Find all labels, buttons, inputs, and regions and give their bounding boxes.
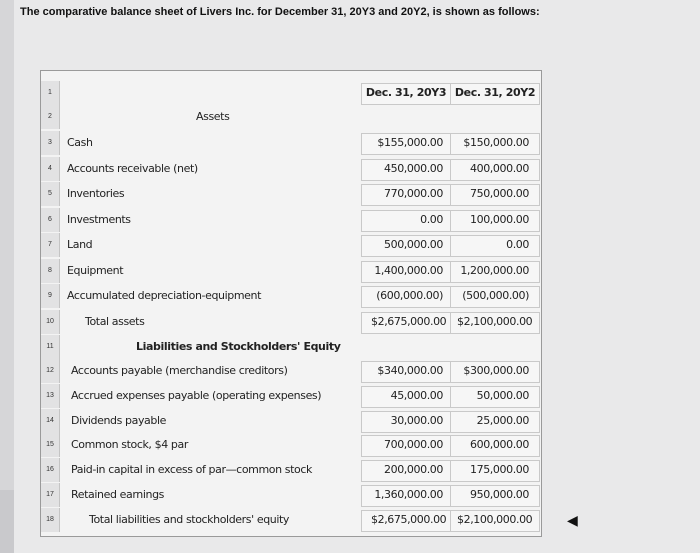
table-row: [41, 508, 541, 532]
row-label: Paid-in capital in excess of par—common stock: [71, 463, 312, 477]
left-edge-strip-bottom: [0, 490, 14, 553]
value-y2: $300,000.00: [463, 364, 529, 377]
value-y3: $2,675,000.00: [371, 512, 447, 526]
value-y3: 770,000.00: [384, 187, 443, 200]
row-label: Land: [67, 238, 93, 251]
row-label: Accrued expenses payable (operating expenses): [71, 388, 322, 402]
value-y3: $340,000.00: [377, 364, 443, 377]
table-row: [41, 483, 541, 507]
row-label: Accumulated depreciation-equipment: [67, 289, 262, 302]
liabilities-heading-row: [41, 335, 541, 359]
row-number: 13: [41, 384, 60, 408]
value-y3: 200,000.00: [384, 463, 443, 477]
question-text: The comparative balance sheet of Livers Inc. for December 31, 20Y3 and 20Y2, is shown as follows:: [20, 6, 540, 18]
value-y3: (600,000.00): [376, 289, 443, 302]
value-y2: $150,000.00: [463, 136, 529, 149]
row-number: 2: [41, 105, 60, 129]
row-number: 8: [41, 259, 60, 283]
row-number: 16: [41, 458, 60, 482]
liabilities-heading: Liabilities and Stockholders' Equity: [136, 340, 341, 353]
value-y3: 30,000.00: [390, 413, 443, 427]
value-y2: 175,000.00: [470, 463, 529, 477]
row-label: Accounts receivable (net): [67, 161, 198, 175]
table-row: [41, 384, 541, 408]
mouse-cursor-icon: ◀: [567, 512, 578, 528]
table-row: [41, 182, 541, 206]
header-row: [41, 81, 541, 105]
row-label: Inventories: [67, 187, 125, 200]
value-y3: $2,675,000.00: [371, 314, 447, 328]
column-header-y3: Dec. 31, 20Y3: [365, 86, 447, 99]
row-number: 1: [41, 81, 60, 105]
row-label: Equipment: [67, 263, 124, 277]
value-y3: 700,000.00: [384, 438, 443, 452]
table-row: [41, 233, 541, 257]
value-y2: 1,200,000.00: [460, 263, 529, 277]
row-label: Common stock, $4 par: [71, 438, 188, 452]
row-label: Total liabilities and stockholders' equity: [89, 512, 290, 526]
row-label: Dividends payable: [71, 413, 167, 427]
balance-sheet-table: [40, 70, 542, 537]
table-row: [41, 208, 541, 232]
table-row: [41, 284, 541, 308]
value-y3: $155,000.00: [377, 136, 443, 149]
row-number: 9: [41, 284, 60, 308]
value-y3: 45,000.00: [390, 388, 443, 402]
row-number: 14: [41, 409, 60, 433]
value-y2: 0.00: [506, 238, 529, 251]
value-y2: 400,000.00: [470, 161, 529, 175]
value-y3: 1,400,000.00: [374, 263, 443, 277]
row-number: 7: [41, 233, 60, 257]
row-label: Investments: [67, 212, 131, 226]
row-label: Total assets: [85, 314, 145, 328]
row-number: 15: [41, 433, 60, 457]
assets-heading-row: [41, 105, 541, 129]
value-y2: 100,000.00: [470, 212, 529, 226]
row-number: 18: [41, 508, 60, 532]
row-label: Accounts payable (merchandise creditors): [71, 364, 288, 377]
value-y2: 950,000.00: [470, 488, 529, 501]
table-row: [41, 409, 541, 433]
value-y3: 450,000.00: [384, 161, 443, 175]
value-y3: 500,000.00: [384, 238, 443, 251]
column-header-y2: Dec. 31, 20Y2: [454, 86, 536, 99]
row-number: 3: [41, 131, 60, 155]
row-number: 17: [41, 483, 60, 507]
value-y2: $2,100,000.00: [457, 512, 533, 526]
table-row: [41, 310, 541, 334]
row-number: 6: [41, 208, 60, 232]
row-label: Retained earnings: [71, 488, 164, 501]
table-row: [41, 433, 541, 457]
table-row: [41, 131, 541, 155]
row-label: Cash: [67, 136, 93, 149]
row-number: 4: [41, 157, 60, 181]
table-row: [41, 259, 541, 283]
table-row: [41, 458, 541, 482]
table-row: [41, 359, 541, 383]
assets-heading: Assets: [196, 110, 230, 123]
row-number: 11: [41, 335, 60, 359]
value-y2: 50,000.00: [476, 388, 529, 402]
value-y2: (500,000.00): [462, 289, 529, 302]
value-y2: 750,000.00: [470, 187, 529, 200]
value-y2: $2,100,000.00: [457, 314, 533, 328]
value-y2: 25,000.00: [476, 413, 529, 427]
value-y2: 600,000.00: [470, 438, 529, 452]
value-y3: 1,360,000.00: [374, 488, 443, 501]
left-edge-strip: [0, 0, 14, 553]
row-number: 5: [41, 182, 60, 206]
value-y3: 0.00: [420, 212, 443, 226]
row-number: 10: [41, 310, 60, 334]
table-row: [41, 157, 541, 181]
row-number: 12: [41, 359, 60, 383]
